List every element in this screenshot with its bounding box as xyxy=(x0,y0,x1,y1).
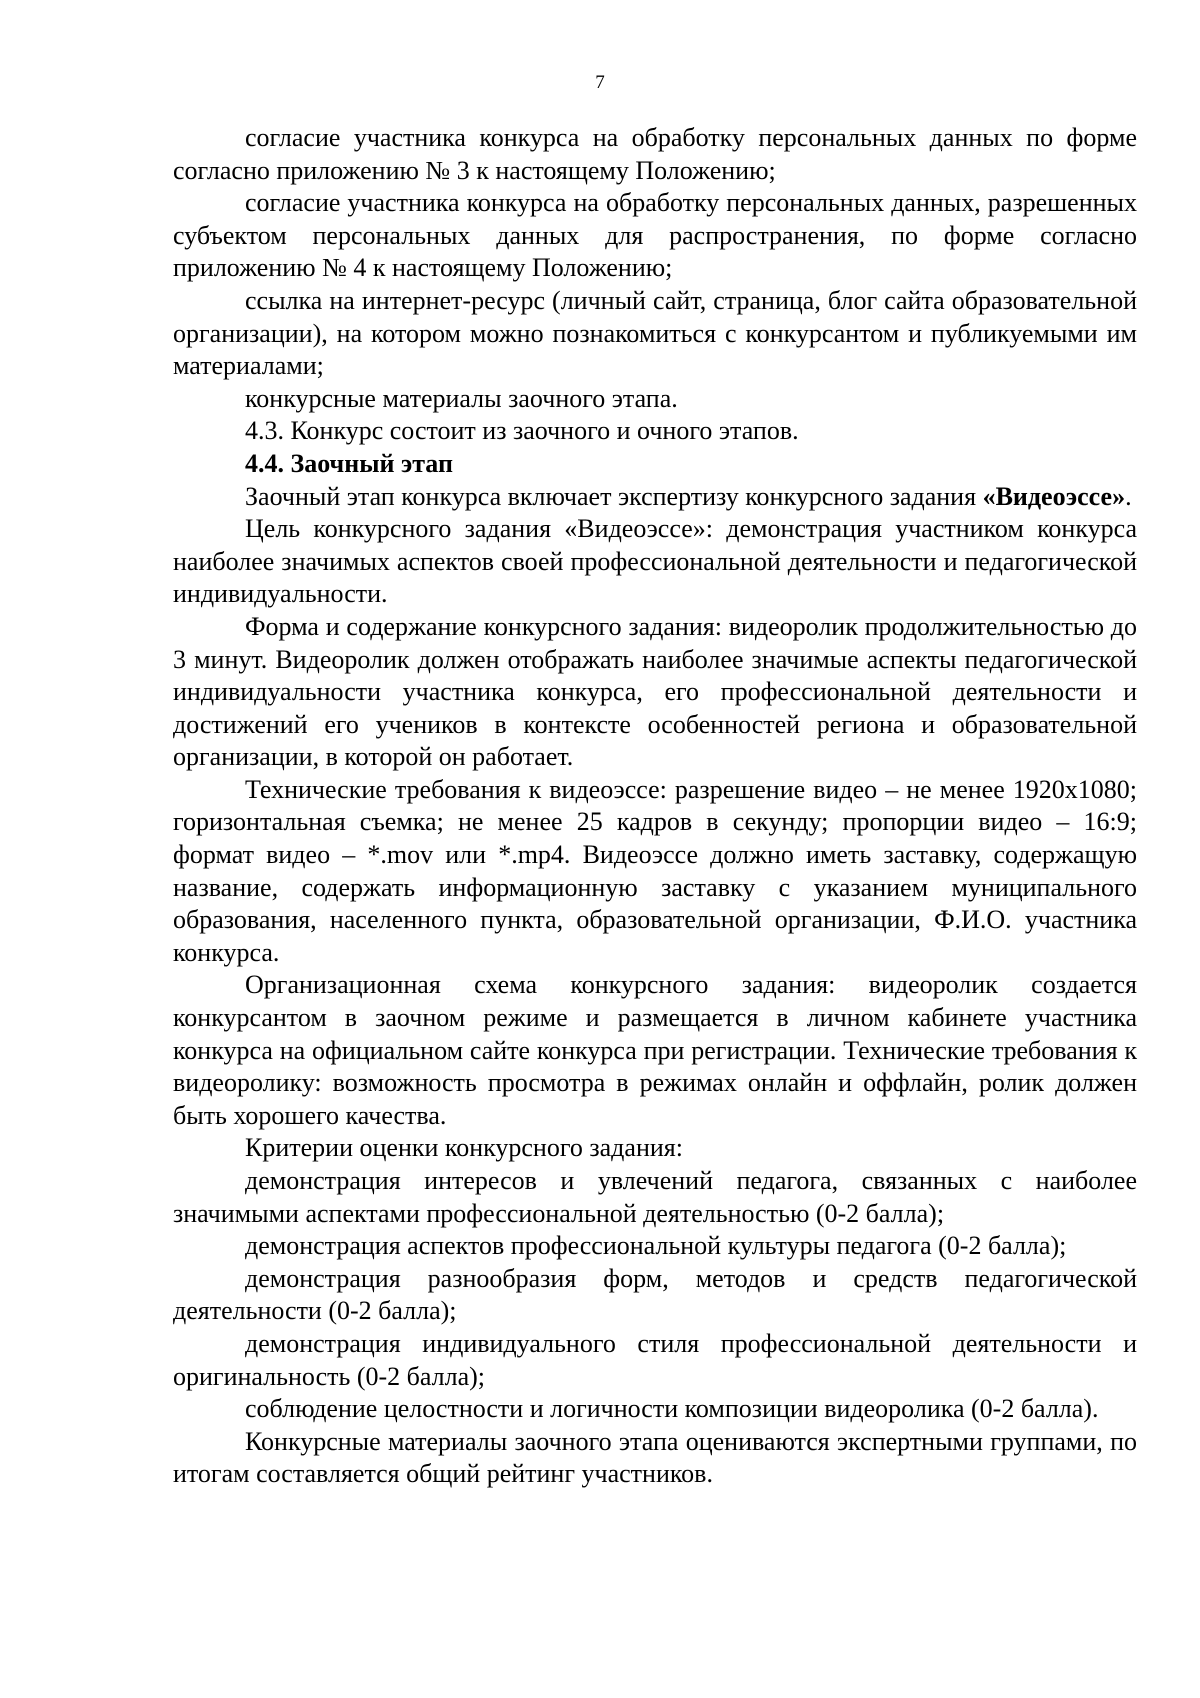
criterion-individual-style: демонстрация индивидуального стиля профессиональной деятельности и оригинальность (0-2 балла); xyxy=(173,1328,1137,1391)
paragraph-task-form: Форма и содержание конкурсного задания: видеоролик продолжительностью до 3 минут. Видеоролик должен отображать наиболее значимые аспекты педагогической индивидуальности участника конкурса, его профессиональной деятельности и достижений его учеников в контексте особенностей региона и образовательной организации, в которой он работает. xyxy=(173,611,1137,772)
page-number: 7 xyxy=(595,72,605,93)
paragraph-section-4-3: 4.3. Конкурс состоит из заочного и очного этапов. xyxy=(245,416,799,446)
criterion-professional-culture: демонстрация аспектов профессиональной культуры педагога (0-2 балла); xyxy=(245,1231,1067,1261)
task-name-bold: «Видеоэссе» xyxy=(982,481,1126,511)
paragraph-consent-distribution: согласие участника конкурса на обработку персональных данных, разрешенных субъектом персональных данных для распространения, по форме согласно приложению № 4 к настоящему Положению; xyxy=(173,188,1137,283)
criterion-interests: демонстрация интересов и увлечений педагога, связанных с наиболее значимыми аспектами профессиональной деятельностью (0-2 балла); xyxy=(173,1166,1137,1228)
paragraph-consent-personal-data: согласие участника конкурса на обработку персональных данных по форме согласно приложению № 3 к настоящему Положению; xyxy=(173,123,1137,185)
paragraph-correspondence-stage xyxy=(173,481,1137,514)
section-heading-4-4: 4.4. Заочный этап xyxy=(245,448,453,478)
paragraph-internet-resource-link: ссылка на интернет-ресурс (личный сайт, страница, блог сайта образовательной организации), на котором можно познакомиться с конкурсантом и публикуемыми им материалами; xyxy=(173,285,1137,381)
paragraph-text: Заочный этап конкурса включает экспертизу конкурсного задания xyxy=(245,481,983,511)
criterion-variety-of-methods: демонстрация разнообразия форм, методов и средств педагогической деятельности (0-2 балла); xyxy=(173,1263,1137,1326)
document-body xyxy=(173,122,1137,1491)
paragraph-correspondence-materials: конкурсные материалы заочного этапа. xyxy=(245,383,678,413)
paragraph-evaluation-criteria: Критерии оценки конкурсного задания: xyxy=(245,1133,683,1163)
paragraph-organizational-scheme: Организационная схема конкурсного задания: видеоролик создается конкурсантом в заочном режиме и размещается в личном кабинете участника конкурса на официальном сайте конкурса при регистрации. Технические требования к видеоролику: возможность просмотра в режимах онлайн и оффлайн, ролик должен быть хорошего качества. xyxy=(173,970,1137,1130)
paragraph-expert-evaluation: Конкурсные материалы заочного этапа оцениваются экспертными группами, по итогам составляется общий рейтинг участников. xyxy=(173,1426,1137,1489)
paragraph-technical-requirements: Технические требования к видеоэссе: разрешение видео – не менее 1920x1080; горизонтальная съемка; не менее 25 кадров в секунду; пропорции видео – 16:9; формат видео – *.mov или *.mp4. Видеоэссе должно иметь заставку, содержащую название, содержать информационную заставку с указанием муниципального образования, населенного пункта, образовательной организации, Ф.И.О. участника конкурса. xyxy=(173,774,1137,967)
paragraph-end: . xyxy=(1125,481,1132,511)
criterion-composition-integrity: соблюдение целостности и логичности композиции видеоролика (0-2 балла). xyxy=(245,1394,1099,1424)
paragraph-task-goal: Цель конкурсного задания «Видеоэссе»: демонстрация участником конкурса наиболее значимых аспектов своей профессиональной деятельности и педагогической индивидуальности. xyxy=(173,514,1137,609)
